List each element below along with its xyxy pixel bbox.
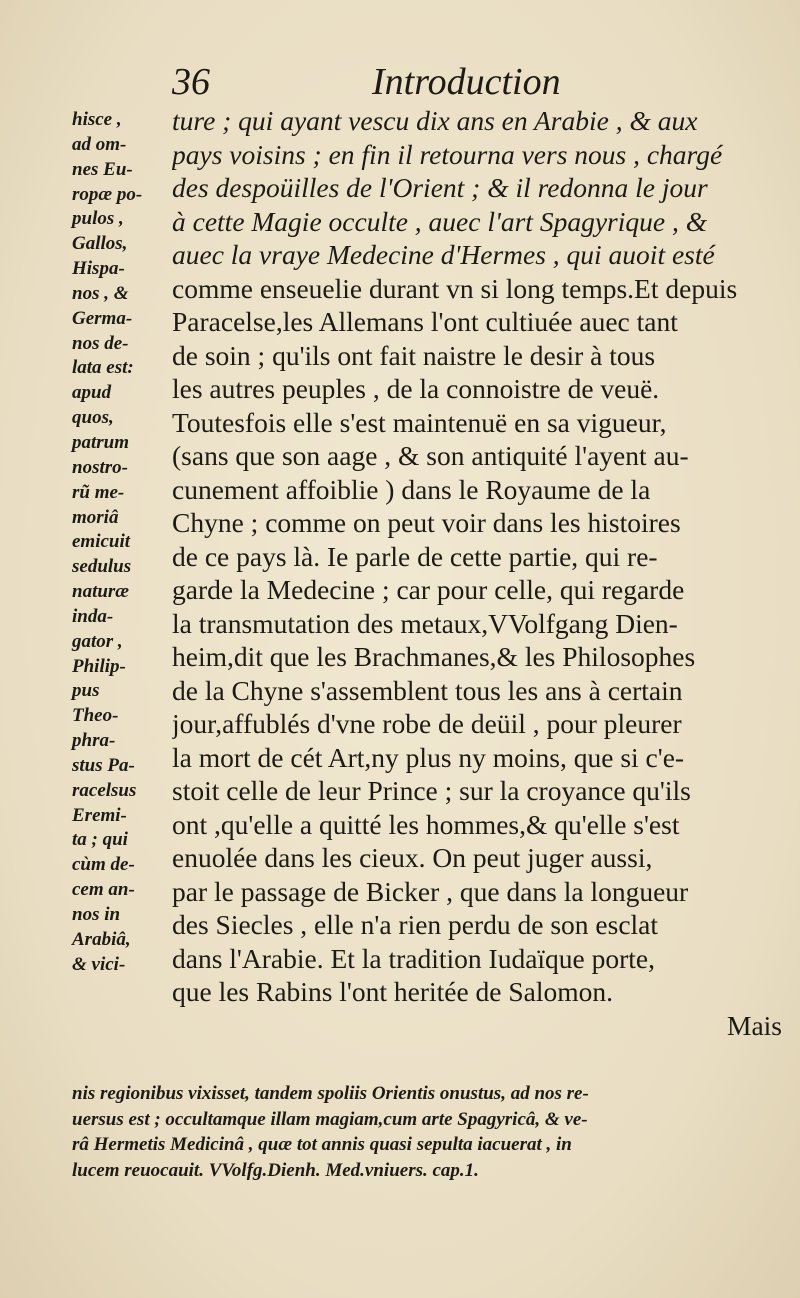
text-line: stoit celle de leur Prince ; sur la croyance qu'ils [172,775,691,806]
footnote-line: lucem reuocauit. VVolfg.Dienh. Med.vniuers. cap.1. [72,1159,479,1181]
text-line: Paracelse,les Allemans l'ont cultiuée auec tant [172,306,678,337]
marginal-note-line: Eremi- [72,804,127,826]
text-line: Toutesfois elle s'est maintenuë en sa vigueur, [172,406,667,438]
marginal-note-line: pus [72,680,100,702]
marginal-note-line: Hispa- [72,258,125,280]
marginal-note-line: nos in [72,904,121,925]
text-line: ture ; qui ayant vescu dix ans en Arabie , & aux [172,105,698,136]
text-line: garde la Medecine ; car pour celle, qui regarde [172,574,685,605]
footnote-line: nis regionibus vixisset, tandem spoliis Orientis onustus, ad nos re- [72,1083,589,1104]
text-line: cunement affoiblie ) dans le Royaume de la [172,473,651,505]
running-title: Introduction [372,61,561,103]
text-line: des Siecles , elle n'a rien perdu de son esclat [172,909,659,940]
marginal-note-line: nos , & [72,282,129,304]
marginal-note-line: Theo- [72,705,119,727]
marginal-note-line: sedulus [72,556,132,578]
marginal-note-line: gator , [72,630,123,652]
marginal-note-line: cem an- [72,879,135,901]
marginal-note-line: cùm de- [72,854,135,876]
marginal-note-line: ropæ po- [72,183,143,205]
marginal-note-line: Germa- [72,307,133,329]
marginal-note-line: nes Eu- [72,158,133,180]
marginal-note-line: & vici- [72,953,126,975]
marginal-note-line: ta ; qui [72,829,128,851]
footnote-line: râ Hermetis Medicinâ , quæ tot annis quasi sepulta iacuerat , in [72,1134,572,1155]
marginal-note-line: Gallos, [72,233,128,255]
text-line: (sans que son aage , & son antiquité l'ayent au- [172,440,689,471]
marginal-note-line: Philip- [72,655,126,677]
marginal-note-line: inda- [72,605,114,627]
catchword: Mais [727,1009,782,1041]
marginal-note-line: racelsus [72,779,137,801]
marginal-note-line: apud [72,382,112,404]
text-line: la mort de cét Art,ny plus ny moins, que si c'e- [172,741,685,773]
marginal-note-line: lata est: [72,357,134,379]
marginal-note-line: hisce , [72,109,122,130]
text-line: comme enseuelie durant vn si long temps.Et depuis [172,272,738,304]
marginal-note-line: naturæ [72,581,130,603]
text-line: heim,dit que les Brachmanes,& les Philosophes [172,641,696,672]
marginal-note-line: quos, [72,407,114,429]
marginal-note-line: stus Pa- [72,754,135,776]
marginal-note-line: moriâ [72,506,119,528]
page-number: 36 [172,61,210,103]
marginal-note-line: phra- [72,730,116,752]
footnote-block [72,1081,784,1183]
page-header [172,60,772,110]
marginal-note-line: patrum [72,431,130,453]
footnote-line: uersus est ; occultamque illam magiam,cum arte Spagyricâ, & ve- [72,1108,588,1130]
text-line: de ce pays là. Ie parle de cette partie, qui re- [172,540,658,572]
text-line: Chyne ; comme on peut voir dans les histoires [172,507,681,538]
text-line: la transmutation des metaux,VVolfgang Dien- [172,607,678,639]
marginal-note-line: rũ me- [72,481,125,503]
marginal-note-line: nostro- [72,456,128,478]
text-line: pays voisins ; en fin il retourna vers nous , chargé [172,138,723,170]
text-line: ont ,qu'elle a quitté les hommes,& qu'elle s'est [172,808,680,840]
text-line: dans l'Arabie. Et la tradition Iudaïque porte, [172,942,655,974]
text-line: que les Rabins l'ont heritée de Salomon. [172,976,614,1007]
text-line: de soin ; qu'ils ont fait naistre le desir à tous [172,339,656,371]
text-line: les autres peuples , de la connoistre de veuë. [172,373,660,404]
marginal-note-line: pulos , [72,208,124,230]
text-line: de la Chyne s'assemblent tous les ans à certain [172,674,683,706]
marginal-note-line: nos de- [72,332,129,354]
text-line: par le passage de Bicker , que dans la longueur [172,875,689,907]
main-text-block [172,104,782,1042]
marginal-note [72,108,168,978]
marginal-note-line: emicuit [72,531,131,553]
text-line: jour,affublés d'vne robe de deüil , pour pleurer [172,708,682,739]
marginal-note-line: ad om- [72,133,127,155]
marginal-note-line: Arabiâ, [72,928,131,950]
text-line: enuolée dans les cieux. On peut juger aussi, [172,842,653,873]
text-line: auec la vraye Medecine d'Hermes , qui auoit esté [172,239,715,270]
text-line: des despoüilles de l'Orient ; & il redonna le jour [172,172,708,203]
text-line: à cette Magie occulte , auec l'art Spagyrique , & [172,205,708,237]
